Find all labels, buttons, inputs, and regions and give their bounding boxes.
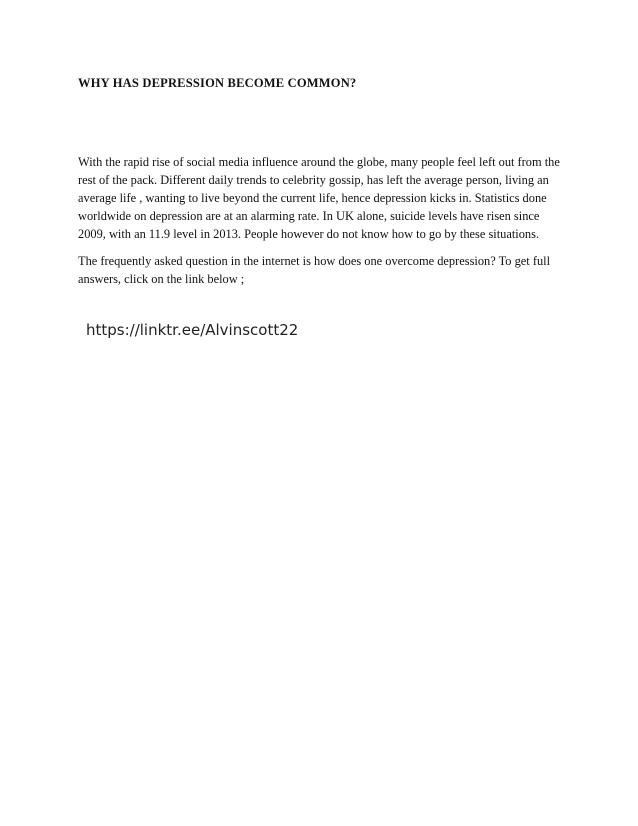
linktree-link[interactable]: https://linktr.ee/Alvinscott22: [86, 321, 299, 339]
paragraph-question: The frequently asked question in the internet is how does one overcome depression? To get full answers, click on the link below ;: [78, 254, 551, 286]
body-text: [78, 153, 568, 297]
document-title: WHY HAS DEPRESSION BECOME COMMON?: [78, 76, 357, 90]
paragraph-intro: With the rapid rise of social media influence around the globe, many people feel left out from the rest of the pack. Different daily trends to celebrity gossip, has left the average person, living an average life , wanting to live beyond the current life, hence depression kicks in. Statistics done worldwide on depression are at an alarming rate. In UK alone, suicide levels have risen since 2009, with an 11.9 level in 2013. People however do not know how to go by these situations.: [78, 155, 560, 241]
